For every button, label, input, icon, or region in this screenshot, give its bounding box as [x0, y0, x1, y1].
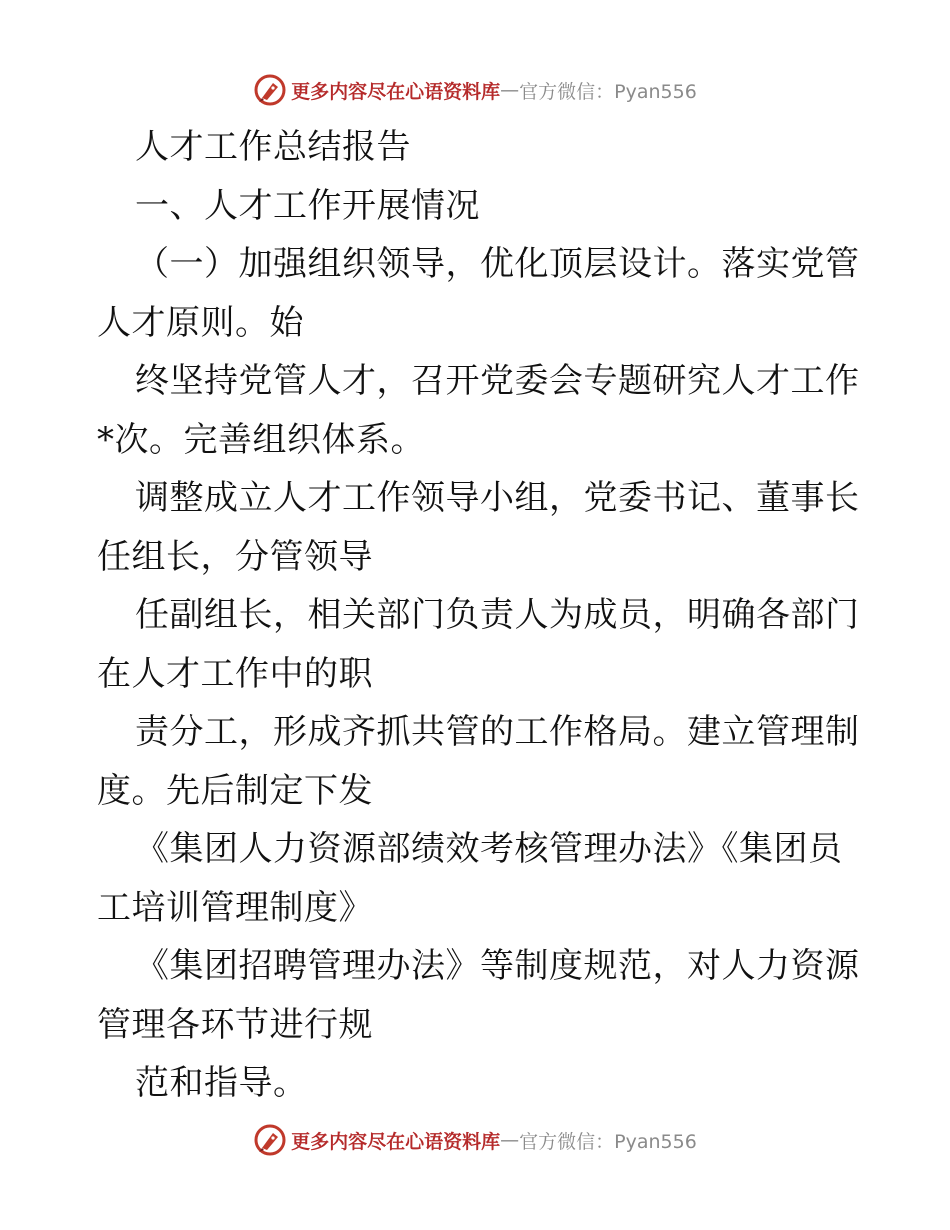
paragraph-line: 工培训管理制度》 — [97, 887, 373, 928]
header-watermark — [0, 70, 950, 110]
paragraph-line: 调整成立人才工作领导小组，党委书记、董事长 — [135, 478, 860, 518]
paragraph-line: 终坚持党管人才，召开党委会专题研究人才工作 — [135, 361, 860, 401]
paragraph-line: 度。先后制定下发 — [97, 770, 373, 811]
paragraph-line: 责分工，形成齐抓共管的工作格局。建立管理制 — [135, 712, 860, 752]
watermark-brand-text: 更多内容尽在心语资料库 — [291, 80, 501, 103]
paragraph-line: 任副组长，相关部门负责人为成员，明确各部门 — [135, 595, 860, 635]
watermark-brand-text: 更多内容尽在心语资料库 — [291, 1130, 501, 1153]
paragraph-line: 在人才工作中的职 — [97, 653, 373, 694]
section-heading: 一、人才工作开展情况 — [135, 185, 480, 226]
paragraph-line: 任组长，分管领导 — [97, 536, 373, 577]
watermark-separator: — — [500, 79, 520, 101]
watermark-separator: — — [500, 1129, 520, 1151]
paragraph-line: 《集团人力资源部绩效考核管理办法》《集团员 — [135, 829, 843, 869]
paragraph-line: 范和指导。 — [135, 1063, 308, 1103]
paragraph-line: *次。完善组织体系。 — [97, 419, 425, 460]
paragraph-line: 管理各环节进行规 — [97, 1004, 373, 1045]
paragraph-line: 人才原则。始 — [97, 302, 304, 343]
document-title: 人才工作总结报告 — [135, 127, 411, 167]
pen-nib-logo-icon — [253, 1123, 287, 1157]
watermark-contact-text: 官方微信：Pyan556 — [519, 1130, 697, 1153]
document-body — [97, 118, 860, 1113]
paragraph-line: （一）加强组织领导，优化顶层设计。落实党管 — [135, 244, 860, 284]
paragraph-line: 《集团招聘管理办法》等制度规范，对人力资源 — [135, 946, 860, 986]
pen-nib-logo-icon — [253, 73, 287, 107]
watermark-contact-text: 官方微信：Pyan556 — [519, 80, 697, 103]
footer-watermark — [0, 1120, 950, 1160]
